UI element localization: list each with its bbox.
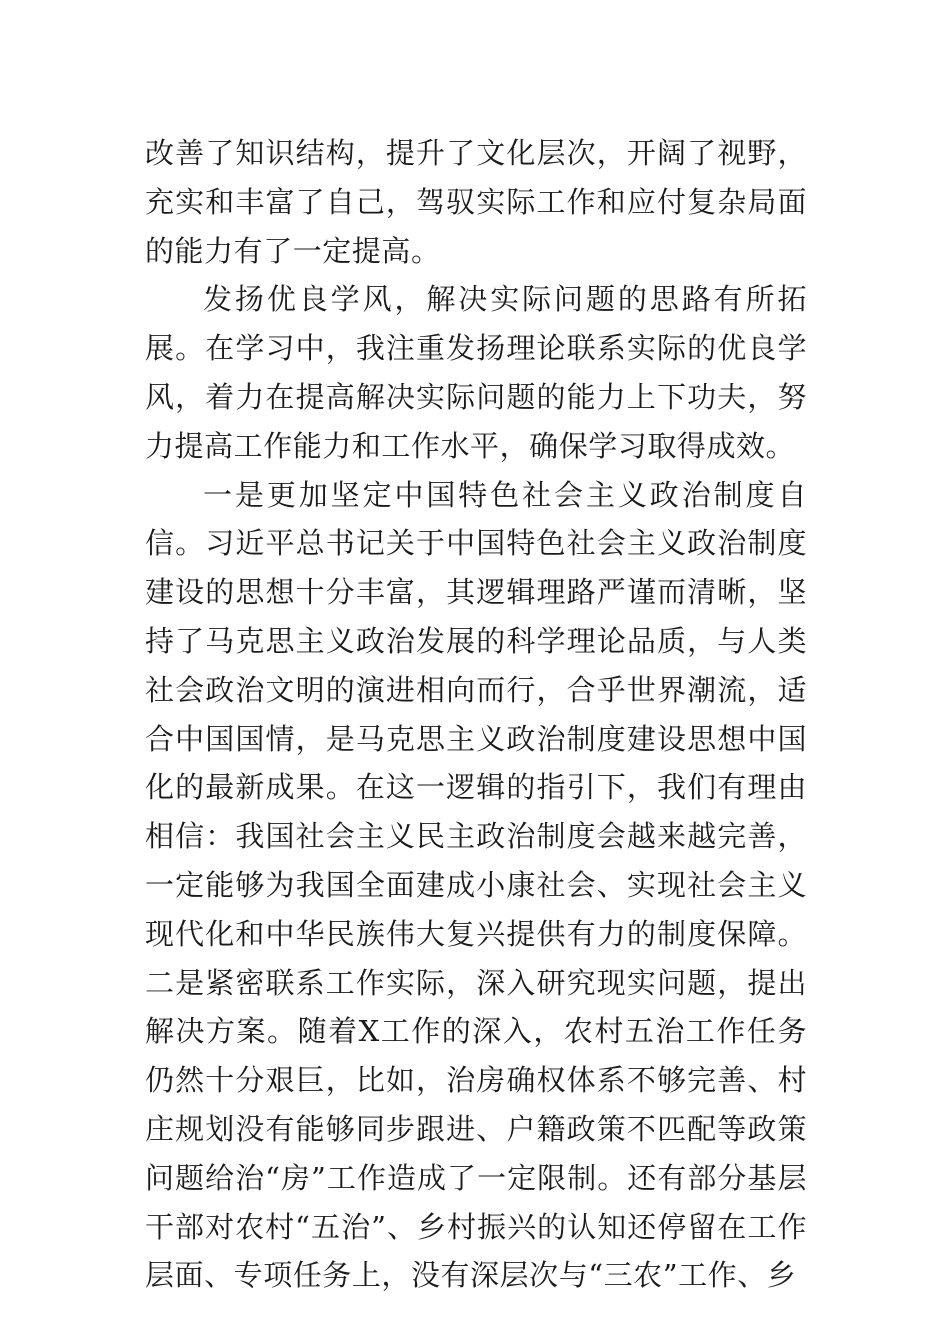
document-body: [145, 129, 807, 1300]
paragraph-knowledge-structure: 改善了知识结构，提升了文化层次，开阔了视野，充实和丰富了自己，驾驭实际工作和应付复杂局面的能力有了一定提高。: [145, 136, 807, 268]
paragraph-political-system: 一是更加坚定中国特色社会主义政治制度自信。习近平总书记关于中国特色社会主义政治制度建设的思想十分丰富，其逻辑理路严谨而清晰，坚持了马克思主义政治发展的科学理论品质，与人类社会政治文明的演进相向而行，合乎世界潮流，适合中国国情，是马克思主义政治制度建设思想中国化的最新成果。在这一逻辑的指引下，我们有理由相信：我国社会主义民主政治制度会越来越完善，一定能够为我国全面建成小康社会、实现社会主义现代化和中华民族伟大复兴提供有力的制度保障。二是紧密联系工作实际，深入研究现实问题，提出解决方案。随着X工作的深入，农村五治工作任务仍然十分艰巨，比如，治房确权体系不够完善、村庄规划没有能够同步跟进、户籍政策不匹配等政策问题给治“房”工作造成了一定限制。还有部分基层干部对农村“五治”、乡村振兴的认知还停留在工作层面、专项任务上，没有深层次与“三农”工作、乡: [145, 477, 807, 1293]
paragraph-study-style: 发扬优良学风，解决实际问题的思路有所拓展。在学习中，我注重发扬理论联系实际的优良学风，着力在提高解决实际问题的能力上下功夫，努力提高工作能力和工作水平，确保学习取得成效。: [145, 282, 807, 463]
